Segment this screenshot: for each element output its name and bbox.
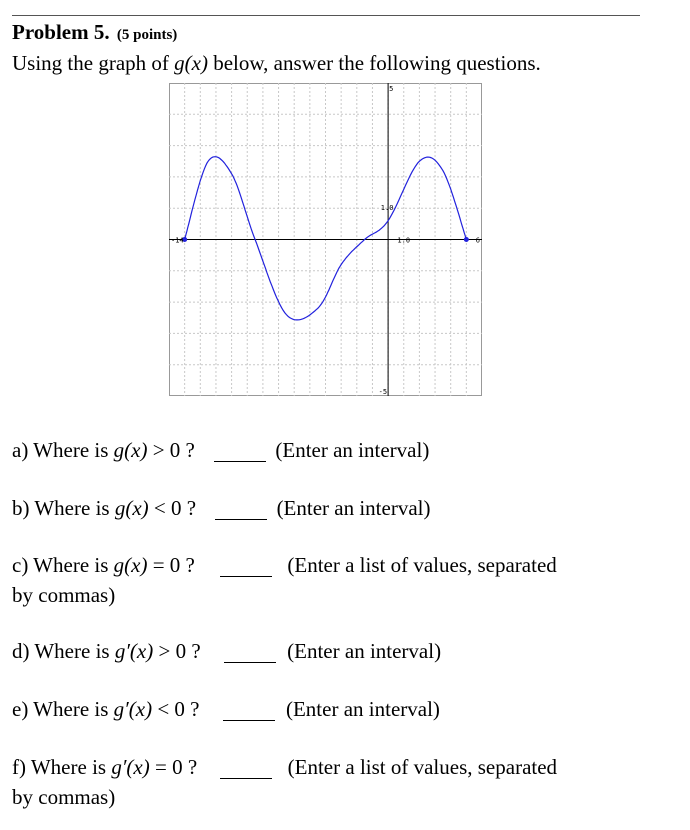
- question-f-relation: = 0 ?: [149, 755, 198, 779]
- question-a-label: a) Where is: [12, 438, 114, 462]
- problem-title: [12, 20, 177, 45]
- question-a-relation: > 0 ?: [147, 438, 195, 462]
- question-e-function: g′(x): [113, 697, 153, 721]
- question-d-hint: (Enter an interval): [287, 639, 442, 663]
- answer-c-input[interactable]: [220, 558, 272, 577]
- intro-text-before: Using the graph of: [12, 51, 175, 75]
- question-a-function: g(x): [113, 438, 148, 462]
- x-max-label: 6: [475, 236, 480, 245]
- answer-e-input[interactable]: [223, 702, 275, 721]
- answer-f-input[interactable]: [220, 760, 272, 779]
- question-a: [12, 438, 429, 463]
- x-tick-label: 1.0: [397, 236, 411, 245]
- question-a-hint: (Enter an interval): [275, 438, 430, 462]
- question-c-relation: = 0 ?: [147, 553, 195, 577]
- endpoint-dot: [464, 237, 469, 242]
- y-min-label: -5: [378, 388, 388, 396]
- question-f-hint: (Enter a list of values, separated: [287, 755, 558, 779]
- question-b-function: g(x): [114, 496, 149, 520]
- y-tick-label: 1.0: [380, 204, 394, 213]
- y-max-label: 5: [389, 85, 394, 93]
- question-c-function: g(x): [113, 553, 148, 577]
- intro-text-after: below, answer the following questions.: [207, 51, 541, 75]
- question-b-relation: < 0 ?: [148, 496, 197, 520]
- question-e-hint: (Enter an interval): [285, 697, 440, 721]
- question-c-hint: (Enter a list of values, separated: [287, 553, 557, 577]
- question-e-relation: < 0 ?: [152, 697, 200, 721]
- problem-intro: [12, 51, 541, 76]
- top-divider: [12, 15, 640, 16]
- question-f-hint-continued: by commas): [12, 785, 116, 809]
- answer-a-input[interactable]: [214, 443, 266, 462]
- question-d-label: d) Where is: [12, 639, 115, 663]
- question-c: [12, 553, 557, 578]
- problem-number: Problem 5.: [12, 20, 110, 44]
- answer-b-input[interactable]: [215, 501, 267, 520]
- question-d-relation: > 0 ?: [153, 639, 201, 663]
- question-b: [12, 496, 430, 521]
- question-b-hint: (Enter an interval): [276, 496, 431, 520]
- question-c-hint-continued: by commas): [12, 583, 116, 607]
- question-f: [12, 755, 557, 780]
- question-d-function: g′(x): [114, 639, 154, 663]
- question-f-label: f) Where is: [12, 755, 112, 779]
- question-c-label: c) Where is: [12, 553, 114, 577]
- x-min-label: -14: [171, 236, 184, 245]
- question-d: [12, 639, 441, 664]
- answer-d-input[interactable]: [224, 644, 276, 663]
- question-b-label: b) Where is: [12, 496, 115, 520]
- question-f-function: g′(x): [111, 755, 150, 779]
- function-graph: [169, 83, 482, 396]
- intro-function: g(x): [174, 51, 208, 75]
- question-e: [12, 697, 440, 722]
- question-e-label: e) Where is: [12, 697, 114, 721]
- problem-points: (5 points): [116, 27, 178, 43]
